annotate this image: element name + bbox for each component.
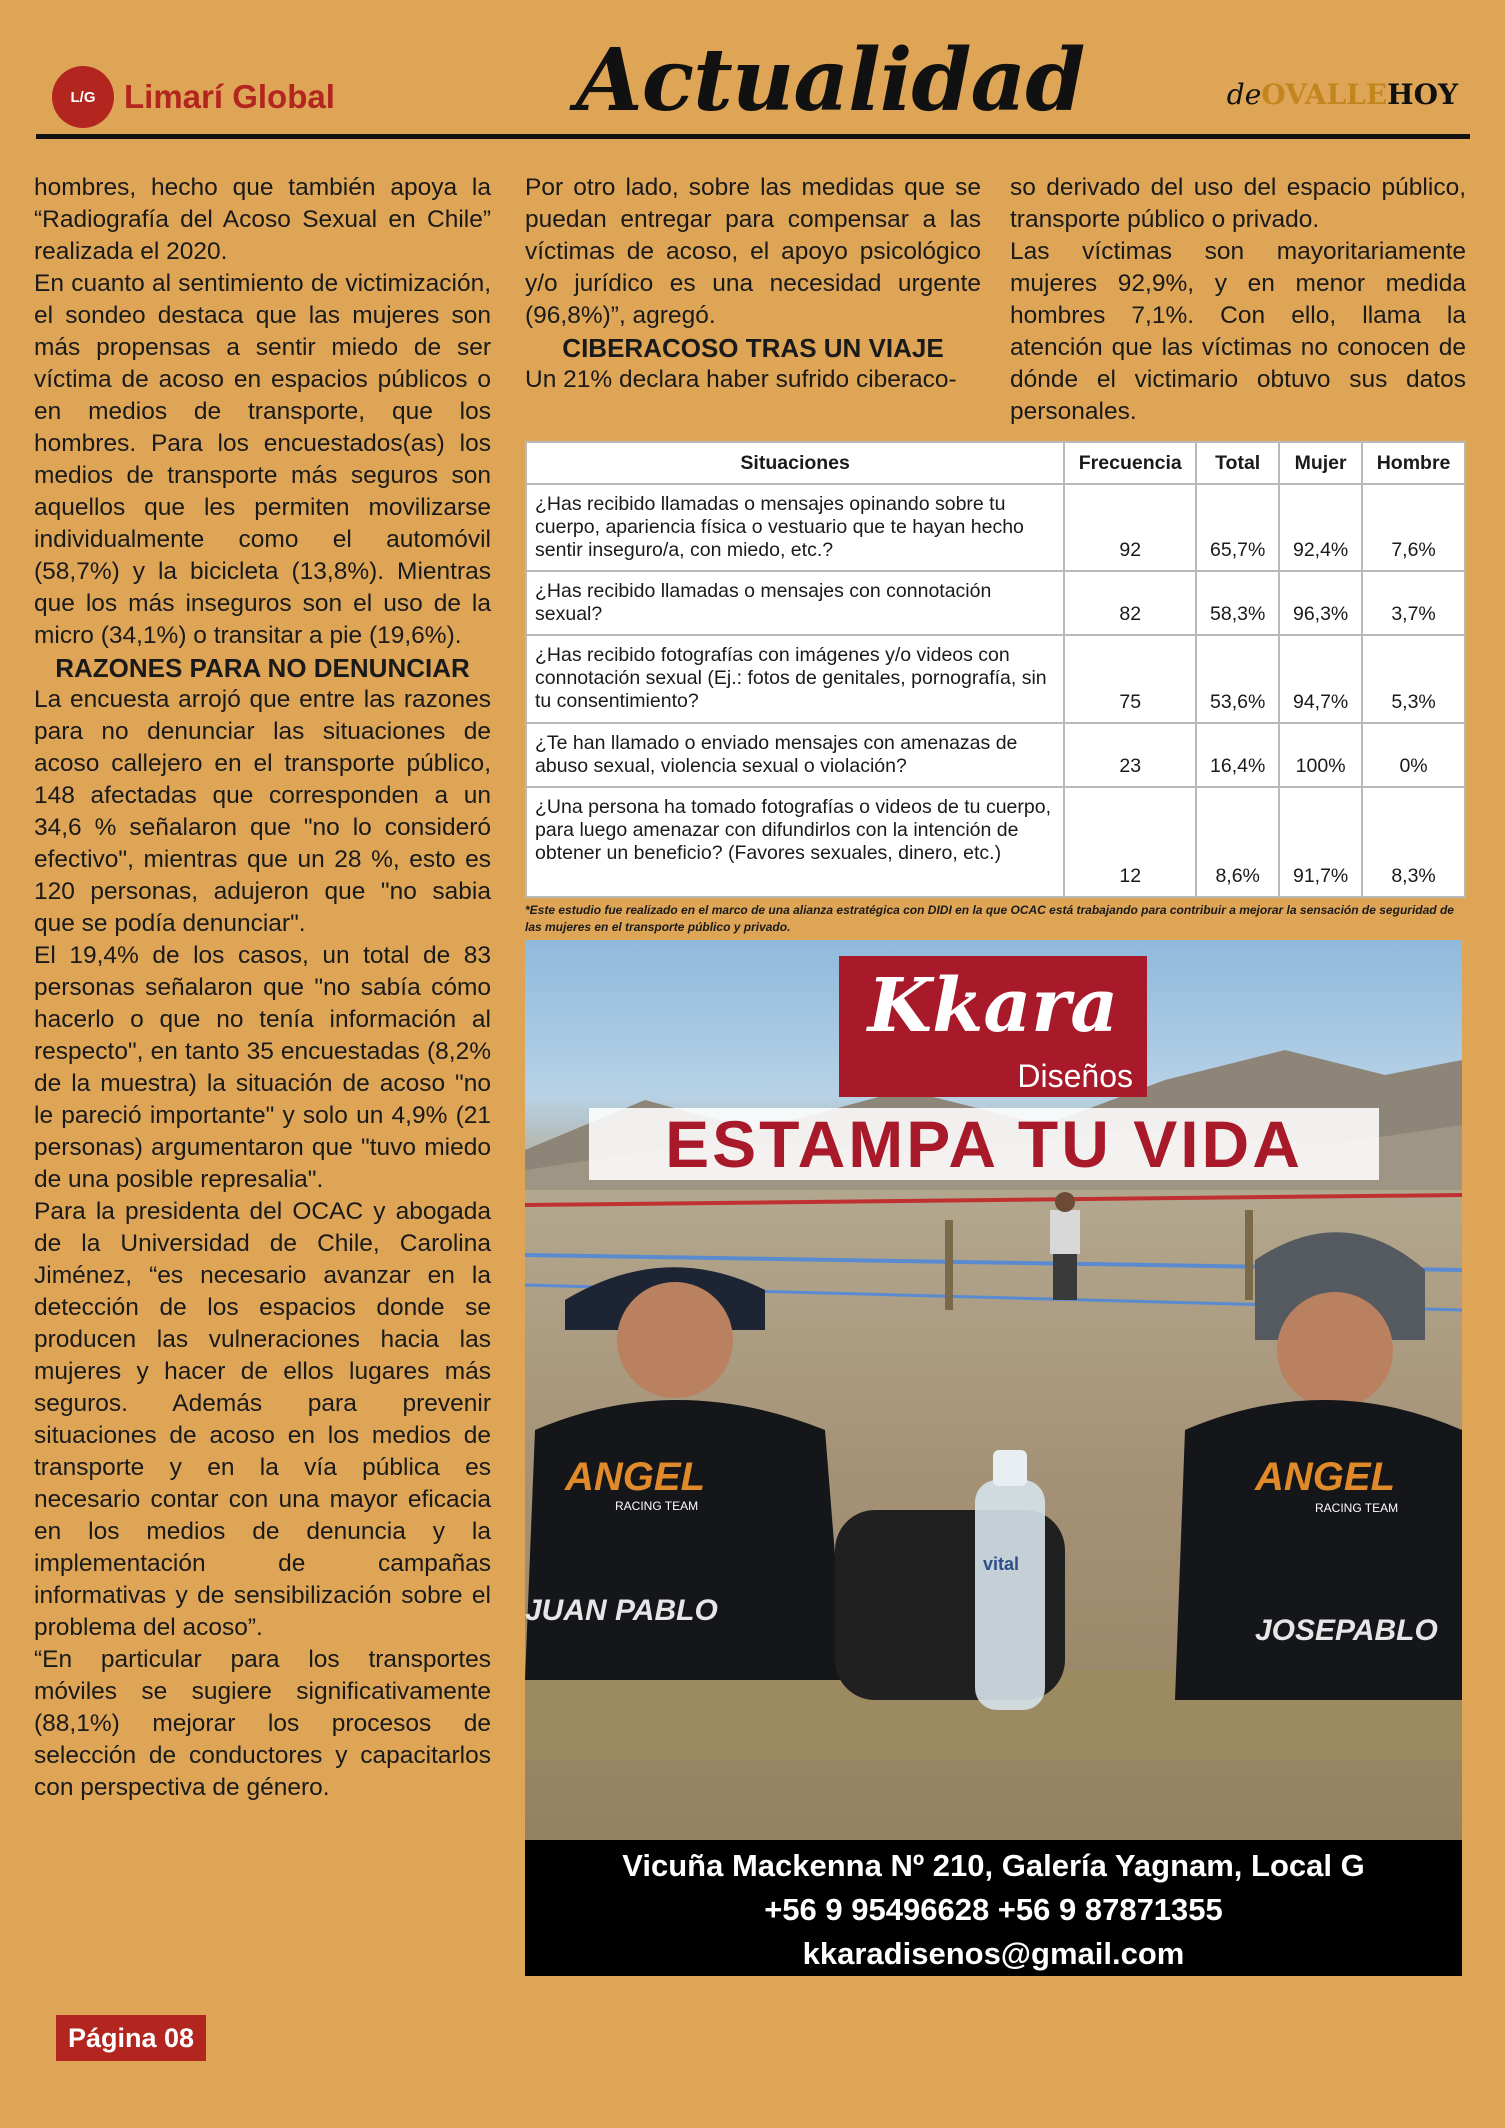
left-paragraph-2: En cuanto al sentimiento de victimización, el sondeo destaca que las mujeres son más propensas a sentir miedo de ser víctima de acoso en espacios públicos o en medios de transporte, que los hombres. Para los encuestados(as) los medios de transporte más seguros son aquellos que les permiten movilizarse individualmente como el automóvil (58,7%) y la bicicleta (13,8%). Mientras que los más inseguros son el uso de la micro (34,1%) o transitar a pie (19,6%). — [34, 270, 491, 649]
subhead-razones: RAZONES PARA NO DENUNCIAR — [55, 653, 470, 683]
cell-hombre: 5,3% — [1362, 635, 1465, 723]
cell-situacion: ¿Has recibido fotografías con imágenes y/o videos con connotación sexual (Ej.: fotos de genitales, pornografía, sin tu consentimiento? — [526, 635, 1064, 723]
header-total: Total — [1196, 442, 1279, 484]
ad-contact-footer — [525, 1840, 1462, 1976]
cell-hombre: 3,7% — [1362, 571, 1465, 635]
cell-frecuencia: 82 — [1064, 571, 1196, 635]
header-frecuencia: Frecuencia — [1064, 442, 1196, 484]
partner-name: OVALLE — [1261, 78, 1388, 111]
header-mujer: Mujer — [1279, 442, 1362, 484]
cell-mujer: 91,7% — [1279, 787, 1362, 897]
header-situaciones: Situaciones — [526, 442, 1064, 484]
cell-total: 53,6% — [1196, 635, 1279, 723]
ovalle-hoy-logo — [1227, 78, 1458, 111]
kids-photo-illustration — [525, 1180, 1462, 1840]
left-paragraph-5: Para la presidenta del OCAC y abogada de la Universidad de Chile, Carolina Jiménez, “es necesario avanzar en la detección de los espacios donde se producen las vulneraciones hacia las mujeres y hacer de ellos lugares más seguros. Además para prevenir situaciones de acoso en los medios de transporte y en la vía pública es necesario contar con una mayor eficacia en los medios de denuncia y la implementación de campañas informativas y de sensibilización sobre el problema del acoso”. — [34, 1198, 491, 1641]
table-header-row — [526, 442, 1465, 484]
brand-sub: Diseños — [1017, 1058, 1133, 1094]
kkara-logo — [839, 956, 1147, 1097]
shirt-logo-left: ANGEL — [565, 1455, 705, 1499]
bottle-label: vital — [983, 1554, 1020, 1574]
cell-mujer: 92,4% — [1279, 484, 1362, 571]
left-paragraph-3: La encuesta arrojó que entre las razones para no denunciar las situaciones de acoso callejero en el transporte público, 148 afectadas que corresponden a un 34,6 % señalaron que "no lo consideró efectivo", mientras que un 28 %, esto es 120 personas, adujeron que "no sabia que se podía denunciar". — [34, 686, 491, 937]
shirt-sub-left: RACING TEAM — [615, 1499, 699, 1513]
shirt-sub-right: RACING TEAM — [1315, 1501, 1399, 1515]
cell-frecuencia: 12 — [1064, 787, 1196, 897]
cell-total: 65,7% — [1196, 484, 1279, 571]
table-footnote: *Este estudio fue realizado en el marco de una alianza estratégica con DIDI en la que OCAC está trabajando para contribuir a mejorar la sensación de seguridad de las mujeres en el transporte público y privado. — [525, 903, 1454, 934]
header-hombre: Hombre — [1362, 442, 1465, 484]
ad-slogan: ESTAMPA TU VIDA — [589, 1108, 1379, 1180]
cell-situacion: ¿Te han llamado o enviado mensajes con amenazas de abuso sexual, violencia sexual o violación? — [526, 723, 1064, 787]
page-header — [36, 30, 1470, 138]
cell-total: 16,4% — [1196, 723, 1279, 787]
cell-hombre: 7,6% — [1362, 484, 1465, 571]
left-paragraph-6: “En particular para los transportes móviles se sugiere significativamente (88,1%) mejorar los procesos de selección de conductores y capacitarlos con perspectiva de género. — [34, 1646, 491, 1801]
table-row — [526, 635, 1465, 723]
cell-mujer: 96,3% — [1279, 571, 1362, 635]
table-row — [526, 787, 1465, 897]
table-row — [526, 723, 1465, 787]
survey-table — [525, 441, 1466, 898]
cell-situacion: ¿Una persona ha tomado fotografías o videos de tu cuerpo, para luego amenazar con difundirlos con la intención de obtener un beneficio? (Favores sexuales, dinero, etc.) — [526, 787, 1064, 897]
ad-phones[interactable]: +56 9 95496628 +56 9 87871355 — [764, 1892, 1223, 1927]
cell-hombre: 8,3% — [1362, 787, 1465, 897]
right-column — [1010, 172, 1466, 428]
table-row — [526, 484, 1465, 571]
cell-hombre: 0% — [1362, 723, 1465, 787]
right-paragraph-2: Las víctimas son mayoritariamente mujeres 92,9%, y en menor medida hombres 7,1%. Con ello, llama la atención que las víctimas no conocen de dónde el victimario obtuvo sus datos personales. — [1010, 238, 1466, 425]
left-column — [34, 172, 491, 1804]
limari-global-logo — [52, 66, 335, 128]
partner-prefix: de — [1226, 78, 1262, 111]
cell-total: 8,6% — [1196, 787, 1279, 897]
header-rule — [36, 134, 1470, 139]
kkara-advertisement[interactable] — [525, 940, 1462, 1976]
cell-mujer: 100% — [1279, 723, 1362, 787]
left-paragraph-4: El 19,4% de los casos, un total de 83 personas señalaron que "no sabía cómo hacerlo o que no tenía información al respecto", en tanto 35 encuestadas (8,2% de la muestra) la situación de acoso "no le pareció importante" y solo un 4,9% (21 personas) argumentaron que "tuvo miedo de una posible represalia". — [34, 942, 491, 1193]
subhead-ciberacoso: CIBERACOSO TRAS UN VIAJE — [562, 333, 944, 363]
cell-frecuencia: 75 — [1064, 635, 1196, 723]
ad-email[interactable]: kkaradisenos@gmail.com — [802, 1936, 1185, 1971]
name-right: JOSEPABLO — [1255, 1614, 1438, 1647]
cell-frecuencia: 92 — [1064, 484, 1196, 571]
cell-situacion: ¿Has recibido llamadas o mensajes con connotación sexual? — [526, 571, 1064, 635]
middle-paragraph-1: Por otro lado, sobre las medidas que se puedan entregar para compensar a las víctimas de acoso, el apoyo psicológico y/o jurídico es una necesidad urgente (96,8%)”, agregó. — [525, 174, 981, 329]
table-row — [526, 571, 1465, 635]
cell-situacion: ¿Has recibido llamadas o mensajes opinando sobre tu cuerpo, apariencia física o vestuario que te hayan hecho sentir inseguro/a, con miedo, etc.? — [526, 484, 1064, 571]
middle-column — [525, 172, 981, 396]
shirt-logo-right: ANGEL — [1255, 1455, 1395, 1499]
left-paragraph-1: hombres, hecho que también apoya la “Radiografía del Acoso Sexual en Chile” realizada el 2020. — [34, 174, 491, 265]
logo-name: Limarí Global — [124, 78, 335, 115]
right-paragraph-1: so derivado del uso del espacio público, transporte público o privado. — [1010, 174, 1466, 233]
partner-suffix: HOY — [1387, 78, 1458, 111]
page-number: Página 08 — [56, 2015, 206, 2061]
ad-address: Vicuña Mackenna Nº 210, Galería Yagnam, Local G — [622, 1848, 1365, 1883]
cell-mujer: 94,7% — [1279, 635, 1362, 723]
survey-table-block — [525, 441, 1466, 936]
logo-badge: L/G — [52, 66, 114, 128]
section-title: Actualidad — [576, 30, 1085, 131]
brand-name: Kkara — [867, 963, 1119, 1049]
name-left: JUAN PABLO — [525, 1594, 718, 1627]
middle-paragraph-2: Un 21% declara haber sufrido ciberaco- — [525, 366, 957, 393]
cell-total: 58,3% — [1196, 571, 1279, 635]
cell-frecuencia: 23 — [1064, 723, 1196, 787]
